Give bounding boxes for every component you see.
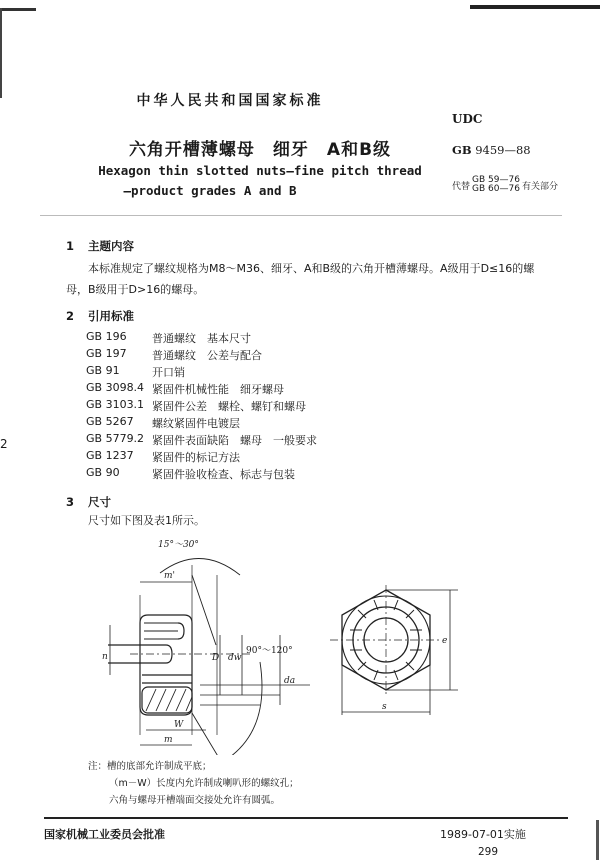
note-label: 注： <box>88 761 108 772</box>
scan-artifact <box>0 8 2 98</box>
scan-artifact <box>0 8 36 11</box>
section-title: 主题内容 <box>88 239 134 253</box>
reference-row <box>86 415 240 431</box>
section-heading-2 <box>66 308 134 324</box>
reference-title: 紧固件验收检查、标志与包装 <box>152 468 295 481</box>
standard-name: 中华人民共和国国家标准 <box>136 93 324 109</box>
section-number: 2 <box>66 309 75 323</box>
title-english-line1: Hexagon thin slotted nuts—fine pitch thread <box>98 163 422 178</box>
footer-divider <box>44 817 568 819</box>
section-1-body <box>66 258 566 300</box>
scan-artifact <box>470 5 600 9</box>
section-number: 1 <box>66 239 75 253</box>
nut-side-view-drawing <box>80 535 310 755</box>
reference-code: GB 196 <box>86 330 127 343</box>
reference-row <box>86 432 317 448</box>
approved-by: 国家机械工业委员会批准 <box>44 828 165 841</box>
reference-code: GB 3103.1 <box>86 398 145 411</box>
note-line: 六角与螺母开槽端面交接处允许有圆弧。 <box>109 795 281 806</box>
label-m-prime: m' <box>164 571 176 581</box>
section-heading-3 <box>66 494 111 510</box>
scan-artifact <box>596 820 599 860</box>
section-title: 引用标准 <box>88 309 134 323</box>
reference-title: 普通螺纹 公差与配合 <box>152 349 262 362</box>
reference-row <box>86 381 284 397</box>
paragraph-line: 母，B级用于D>16的螺母。 <box>66 283 205 296</box>
reference-code: GB 197 <box>86 347 127 360</box>
replaces-label: 代替 <box>452 181 471 192</box>
replaced-standard: GB 60—76 <box>472 184 520 194</box>
reference-code: GB 1237 <box>86 449 134 462</box>
reference-title: 紧固件公差 螺栓、螺钉和螺母 <box>152 400 306 413</box>
label-e: e <box>442 636 448 646</box>
label-da: da <box>284 676 296 686</box>
replaces-block <box>452 176 558 194</box>
reference-row <box>86 330 251 346</box>
replaced-standards <box>472 176 520 194</box>
label-m: m <box>164 735 173 745</box>
standard-number <box>452 143 531 157</box>
gb-number: 9459—88 <box>475 143 531 157</box>
reference-code: GB 5267 <box>86 415 134 428</box>
label-dw: dw <box>228 653 242 663</box>
angle-label-top: 15°～30° <box>158 540 199 550</box>
reference-code: GB 5779.2 <box>86 432 145 445</box>
effective-date: 1989-07-01实施 <box>440 828 526 841</box>
header-divider <box>40 215 562 216</box>
margin-mark: 2 <box>0 437 8 451</box>
replaced-standard: GB 59—76 <box>472 175 520 185</box>
reference-row <box>86 347 262 363</box>
reference-title: 紧固件的标记方法 <box>152 451 240 464</box>
note-line: （m－W）长度内允许制成喇叭形的螺纹孔； <box>109 778 299 789</box>
section-heading-1 <box>66 238 134 254</box>
label-s: s <box>382 702 387 712</box>
reference-title: 紧固件表面缺陷 螺母 一般要求 <box>152 434 317 447</box>
section-number: 3 <box>66 495 75 509</box>
gb-prefix: GB <box>452 143 472 157</box>
section-3-body: 尺寸如下图及表1所示。 <box>88 514 205 527</box>
reference-row <box>86 449 240 465</box>
reference-code: GB 91 <box>86 364 120 377</box>
reference-row <box>86 398 306 414</box>
reference-title: 螺纹紧固件电镀层 <box>152 417 240 430</box>
angle-label-bottom: 90°～120° <box>246 646 293 656</box>
page-number: 299 <box>478 846 499 858</box>
nut-top-view-drawing <box>330 585 460 725</box>
note-line: 槽的底部允许制成平底； <box>107 761 212 772</box>
title-chinese: 六角开槽薄螺母 细牙 A和B级 <box>128 140 392 160</box>
title-english-line2: —product grades A and B <box>123 183 297 198</box>
figure-notes <box>88 758 299 809</box>
reference-title: 紧固件机械性能 细牙螺母 <box>152 383 284 396</box>
reference-title: 开口销 <box>152 366 185 379</box>
reference-code: GB 3098.4 <box>86 381 145 394</box>
reference-code: GB 90 <box>86 466 120 479</box>
label-W: W <box>174 720 184 730</box>
reference-row <box>86 466 295 482</box>
udc-label: UDC <box>452 112 483 126</box>
reference-row <box>86 364 185 380</box>
paragraph-line: 本标准规定了螺纹规格为M8～M36、细牙、A和B级的六角开槽薄螺母。A级用于D≤16的螺 <box>88 262 535 275</box>
section-title: 尺寸 <box>88 495 111 509</box>
reference-title: 普通螺纹 基本尺寸 <box>152 332 251 345</box>
replaces-suffix: 有关部分 <box>521 181 558 192</box>
label-n: n <box>102 652 108 662</box>
label-D: D <box>212 653 220 663</box>
